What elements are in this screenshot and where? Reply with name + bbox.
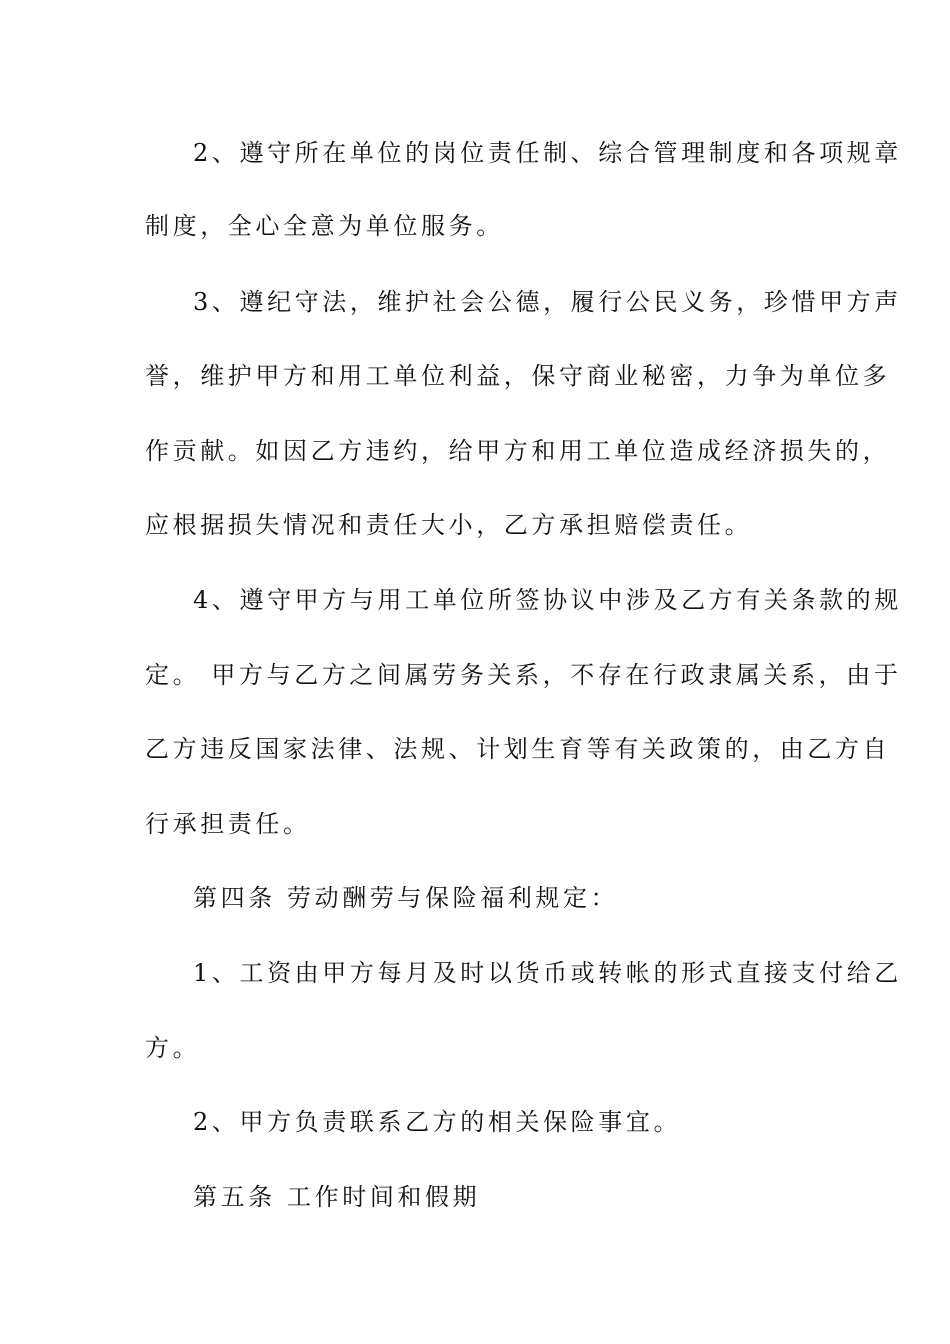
paragraph-line: 定。 甲方与乙方之间属劳务关系，不存在行政隶属关系，由于 [145,661,902,689]
paragraph-line: 2、甲方负责联系乙方的相关保险事宜。 [193,1108,682,1136]
paragraph-line: 乙方违反国家法律、法规、计划生育等有关政策的，由乙方自 [145,735,891,763]
section-heading: 第五条 工作时间和假期 [193,1183,481,1211]
paragraph-line: 制度，全心全意为单位服务。 [145,212,504,240]
paragraph-line: 作贡献。如因乙方违约，给甲方和用工单位造成经济损失的， [145,437,891,465]
paragraph-line: 2、遵守所在单位的岗位责任制、综合管理制度和各项规章 [193,139,902,167]
paragraph-line: 行承担责任。 [145,810,311,838]
paragraph-line: 3、遵纪守法，维护社会公德，履行公民义务，珍惜甲方声 [193,288,902,316]
section-heading: 第四条 劳动酬劳与保险福利规定： [193,884,619,912]
paragraph-line: 4、遵守甲方与用工单位所签协议中涉及乙方有关条款的规 [193,586,902,614]
paragraph-line: 应根据损失情况和责任大小，乙方承担赔偿责任。 [145,511,753,539]
paragraph-line: 誉，维护甲方和用工单位利益，保守商业秘密，力争为单位多 [145,362,891,390]
paragraph-line: 方。 [145,1034,201,1062]
paragraph-line: 1、工资由甲方每月及时以货币或转帐的形式直接支付给乙 [193,959,902,987]
